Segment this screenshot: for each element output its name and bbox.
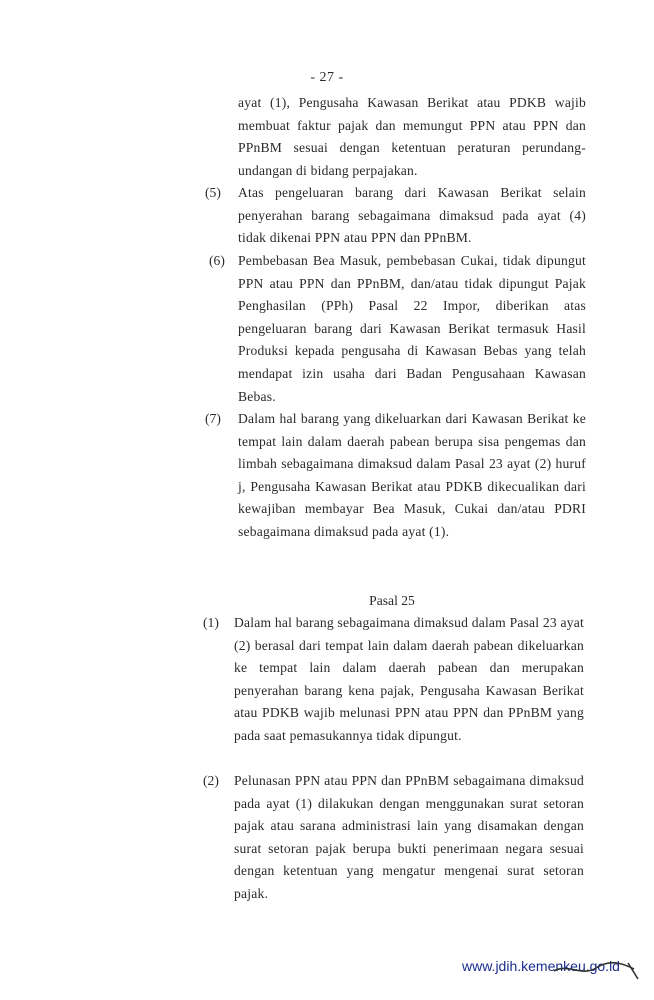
initial-signature-mark [548, 957, 644, 983]
paragraph-6: Pembebasan Bea Masuk, pembebasan Cukai, tidak dipungut PPN atau PPN dan PPnBM, dan/atau tidak dipungut Pajak Penghasilan (PPh) Pasal 22 Impor, diberikan atas pengeluaran barang dari Kawasan Berikat termasuk Hasil Produksi kepada pengusaha di Kawasan Bebas yang telah mendapat izin usaha dari Badan Pengusahaan Kawasan Bebas. [238, 253, 586, 404]
paragraph-pasal25-1: Dalam hal barang sebagaimana dimaksud dalam Pasal 23 ayat (2) berasal dari tempat lain dalam daerah pabean dikeluarkan ke tempat lain dalam daerah pabean dan merupakan penyerahan barang kena pajak, Pengusaha Kawasan Berikat atau PDKB wajib melunasi PPN atau PPN dan PPnBM yang pada saat pemasukannya tidak dipungut. [234, 615, 584, 743]
paragraph-number: (6) [209, 253, 225, 268]
paragraph-number: (2) [203, 773, 219, 788]
paragraph-number: (7) [205, 411, 221, 426]
paragraph-number: (1) [203, 615, 219, 630]
paragraph-number: (5) [205, 185, 221, 200]
page-number: - 27 - [310, 70, 344, 85]
paragraph-continuation: ayat (1), Pengusaha Kawasan Berikat atau PDKB wajib membuat faktur pajak dan memungut PPN atau PPN dan PPnBM sesuai dengan ketentuan peraturan perundang-undangan di bidang perpajakan. [238, 95, 586, 178]
paragraph-7: Dalam hal barang yang dikeluarkan dari Kawasan Berikat ke tempat lain dalam daerah pabean berupa sisa pengemas dan limbah sebagaimana dimaksud dalam Pasal 23 ayat (2) huruf j, Pengusaha Kawasan Berikat atau PDKB dikecualikan dari kewajiban membayar Bea Masuk, Cukai dan/atau PDRI sebagaimana dimaksud pada ayat (1). [238, 411, 586, 539]
paragraph-pasal25-2: Pelunasan PPN atau PPN dan PPnBM sebagaimana dimaksud pada ayat (1) dilakukan dengan menggunakan surat setoran pajak atau sarana administrasi lain yang disamakan dengan surat setoran pajak berupa bukti penerimaan negara sesuai dengan ketentuan yang mengatur mengenai surat setoran pajak. [234, 773, 584, 901]
section-heading: Pasal 25 [369, 593, 415, 608]
paragraph-5: Atas pengeluaran barang dari Kawasan Berikat selain penyerahan barang sebagaimana dimaksud pada ayat (4) tidak dikenai PPN atau PPN dan PPnBM. [238, 185, 586, 246]
jdih-website-link[interactable]: www.jdih.kemenkeu.go.id [462, 958, 620, 974]
